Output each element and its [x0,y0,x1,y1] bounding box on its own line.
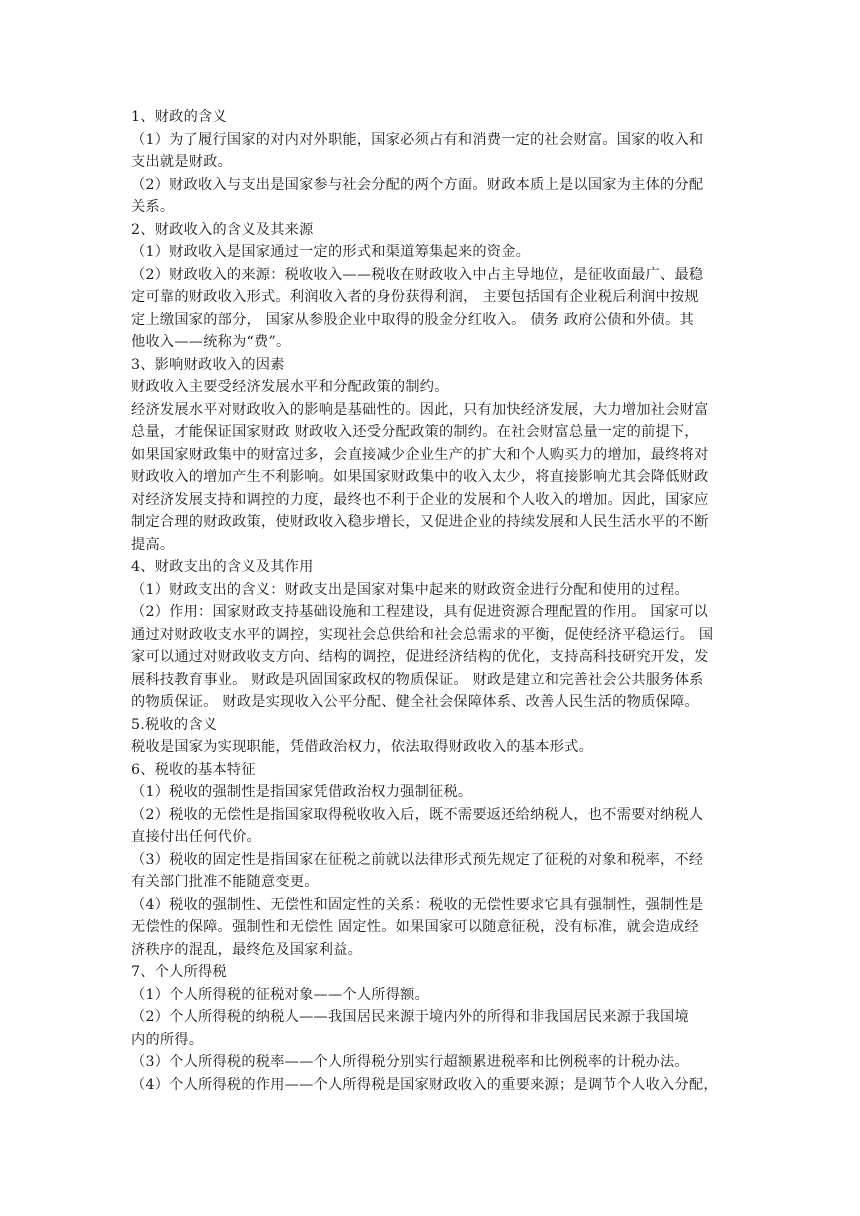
text-line: 他收入——统称为“费”。 [131,334,291,350]
document-body [131,106,742,1096]
text-line: （2）个人所得税的纳税人——我国居民来源于境内外的所得和非我国居民来源于我国境 [131,1009,689,1025]
text-line: （4）个人所得税的作用——个人所得税是国家财政收入的重要来源；是调节个人收入分配， [131,1076,718,1093]
text-line: 内的所得。 [131,1031,204,1048]
text-line: 直接付出任何代价。 [131,829,261,845]
text-line: 济秩序的混乱，最终危及国家利益。 [131,941,363,958]
text-line: 支出就是财政。 [131,154,233,170]
text-line: 对经济发展支持和调控的力度，最终也不利于企业的发展和个人收入的增加。因此，国家应 [131,491,709,508]
text-line: 有关部门批准不能随意变更。 [131,874,319,890]
text-line: 1、财政的含义 [131,109,227,125]
text-line: 家可以通过对财政收支方向、结构的调控，促进经济结构的优化，支持高科技研究开发，发 [131,649,709,665]
text-line: 关系。 [131,199,175,215]
text-line: 提高。 [131,536,175,553]
text-line: （1）税收的强制性是指国家凭借政治权力强制征税。 [131,784,473,800]
text-line: （2）财政收入的来源：税收收入——税收在财政收入中占主导地位，是征收面最广、最稳 [131,266,704,283]
text-line: 经济发展水平对财政收入的影响是基础性的。因此，只有加快经济发展，大力增加社会财富 [131,401,709,418]
text-line: （1）财政支出的含义：财政支出是国家对集中起来的财政资金进行分配和使用的过程。 [131,581,689,598]
text-line: （4）税收的强制性、无偿性和固定性的关系：税收的无偿性要求它具有强制性，强制性是 [131,896,704,913]
text-line: （1）财政收入是国家通过一定的形式和渠道筹集起来的资金。 [131,244,531,260]
text-line: （2）作用：国家财政支持基础设施和工程建设，具有促进资源合理配置的作用。 国家可以 [131,604,709,620]
text-line: 5.税收的含义 [131,716,218,733]
text-line: （3）个人所得税的税率——个人所得税分别实行超额累进税率和比例税率的计税办法。 [131,1054,689,1070]
text-line: 通过对财政收支水平的调控，实现社会总供给和社会总需求的平衡，促使经济平稳运行。 国 [131,626,714,643]
text-line: （2）财政收入与支出是国家参与社会分配的两个方面。财政本质上是以国家为主体的分配 [131,176,704,193]
text-line: （1）个人所得税的征税对象——个人所得额。 [131,986,430,1003]
text-line: 财政收入的增加产生不利影响。如果国家财政集中的收入太少，将直接影响尤其会降低财政 [131,469,709,485]
text-line: 定上缴国家的部分， 国家从参股企业中取得的股金分红收入。 债务 政府公债和外债。其 [131,311,694,328]
text-line: 的物质保证。 财政是实现收入公平分配、健全社会保障体系、改善人民生活的物质保障。 [131,694,699,710]
text-line: 4、财政支出的含义及其作用 [131,559,314,575]
text-line: （2）税收的无偿性是指国家取得税收收入后，既不需要返还给纳税人，也不需要对纳税人 [131,806,704,823]
text-line: 定可靠的财政收入形式。利润收入者的身份获得利润， 主要包括国有企业税后利润中按规 [131,289,699,305]
text-line: 6、税收的基本特征 [131,761,256,778]
text-line: 展科技教育事业。 财政是巩固国家政权的物质保证。 财政是建立和完善社会公共服务体系 [131,671,704,688]
text-line: （3）税收的固定性是指国家在征税之前就以法律形式预先规定了征税的对象和税率，不经 [131,851,704,868]
text-line: 2、财政收入的含义及其来源 [131,221,314,238]
text-line: 3、影响财政收入的因素 [131,356,285,373]
text-line: （1）为了履行国家的对内对外职能，国家必须占有和消费一定的社会财富。国家的收入和 [131,131,704,148]
text-line: 财政收入主要受经济发展水平和分配政策的制约。 [131,379,449,395]
text-line: 总量，才能保证国家财政 财政收入还受分配政策的制约。在社会财富总量一定的前提下， [131,424,699,440]
text-line: 如果国家财政集中的财富过多，会直接减少企业生产的扩大和个人购买力的增加，最终将对 [131,446,709,463]
text-line: 制定合理的财政政策，使财政收入稳步增长，又促进企业的持续发展和人民生活水平的不断 [131,514,709,530]
text-line: 税收是国家为实现职能，凭借政治权力，依法取得财政收入的基本形式。 [131,739,594,755]
text-line: 7、个人所得税 [131,964,227,980]
text-line: 无偿性的保障。强制性和无偿性 固定性。如果国家可以随意征税，没有标准，就会造成经 [131,919,699,935]
